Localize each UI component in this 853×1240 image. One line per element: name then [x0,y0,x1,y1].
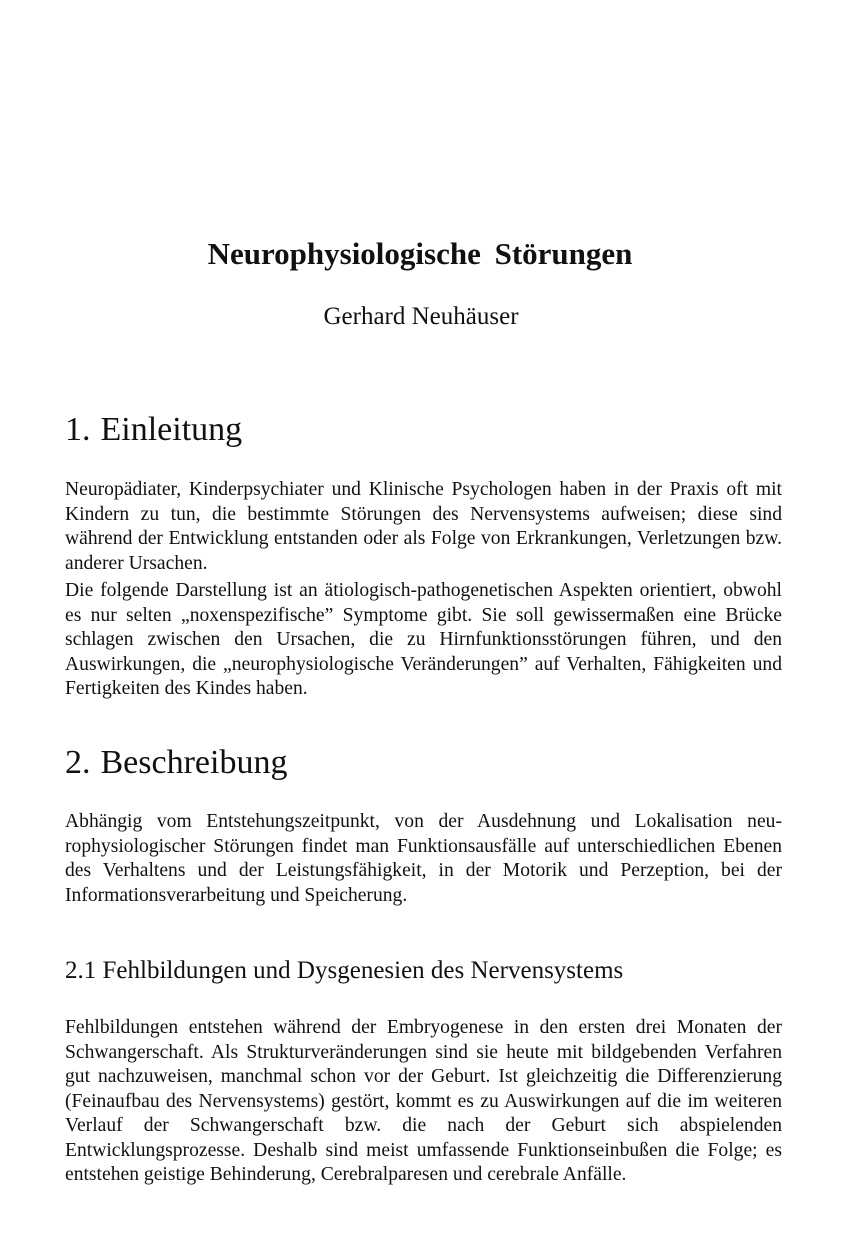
paragraph: Fehlbildungen entstehen während der Embryogenese in den ersten drei Monaten der Schwangerschaft. Als Strukturveränderungen sind sie heute mit bildgebenden Verfahren gut nachzuweisen, manchmal schon vor der Geburt. Ist gleichzeitig die Differenzierung (Feinaufbau des Nervensystems) gestört, kommt es zu Auswirkungen auf die im weiteren Verlauf der Schwangerschaft bzw. die nach der Geburt sich abspielenden Entwicklungsprozesse. Deshalb sind meist umfassende Funktionseinbußen die Folge; es entstehen geistige Behinderung, Cerebralparesen und cerebrale Anfälle. [65,1017,782,1185]
section-heading-einleitung [65,408,242,452]
paragraph: Die folgende Darstellung ist an ätiologisch-pathogenetischen Aspekten orientiert, obwohl es nur selten „noxenspezifische” Symptome gibt. Sie soll gewissermaßen eine Brücke schlagen zwischen den Ursachen, die zu Hirnfunktionsstörungen führen, und den Auswirkungen, die „neurophysiologische Veränderungen” auf Verhalten, Fähigkeiten und Fertigkeiten des Kindes haben. [65,580,782,699]
section-heading-beschreibung [65,741,287,785]
section-title: Beschreibung [100,744,288,781]
section-title: Einleitung [100,411,243,448]
paper-title: Neurophysiologische Störungen [207,236,633,271]
paragraph: Neuropädiater, Kinderpsychiater und Klinische Psychologen haben in der Praxis oft mit Kindern zu tun, die bestimmte Störungen des Nervensystems aufweisen; diese sind während der Entwicklung entstanden oder als Folge von Erkrankungen, Verletzungen bzw. anderer Ursachen. [65,479,782,574]
section-number: 2. [65,744,91,781]
section-number: 1. [65,411,91,448]
author-name: Gerhard Neuhäuser [323,303,519,330]
section-title: Fehlbildungen und Dysgenesien des Nervensystems [102,957,624,984]
section-number: 2.1 [65,957,97,984]
paragraph: Abhängig vom Entstehungszeitpunkt, von der Ausdehnung und Lokalisation neurophysiologischer Störungen findet man Funktionsausfälle auf unterschiedlichen Ebenen des Verhaltens und der Leistungsfähigkeit, in der Motorik und Perzeption, bei der Informationsverarbeitung und Speicherung. [65,811,782,906]
subsection-heading-fehlbildungen [65,954,623,988]
